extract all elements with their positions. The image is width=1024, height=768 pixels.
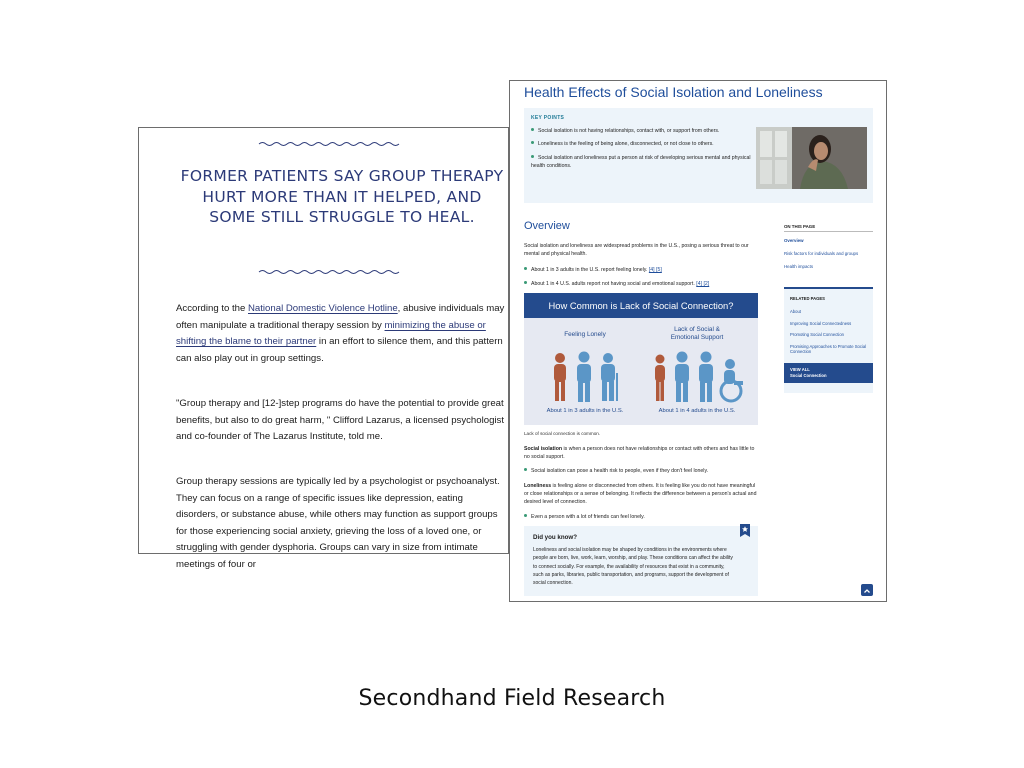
overview-bullet	[524, 266, 758, 274]
article-paragraph-quote: "Group therapy and [12-]step programs do have the potential to provide great benefits, but also to do great harm, " Clifford Lazarus, a licensed psychologist and co-founder of The Lazarus Institute, told me.	[176, 398, 504, 442]
key-point-text: Social isolation and loneliness put a person at risk of developing serious mental and physical health conditions.	[531, 155, 751, 169]
bullet-text: About 1 in 3 adults in the U.S. report feeling lonely.	[531, 267, 648, 273]
bookmark-star-icon	[740, 524, 750, 537]
overview-text: Social isolation and loneliness are widespread problems in the U.S., posing a serious threat to our mental and physical health.	[524, 243, 749, 257]
paragraph-text: in an effort to silence them, and this pattern can also play out in group settings.	[176, 336, 503, 364]
related-pages-label: RELATED PAGES	[790, 296, 825, 301]
bullet-text: Even a person with a lot of friends can feel lonely.	[531, 514, 645, 520]
feeling-lonely-label: Feeling Lonely	[564, 331, 606, 338]
lack-support-label-line: Lack of Social &	[674, 326, 720, 333]
loneliness-definition	[524, 482, 758, 506]
feeling-lonely-stat: About 1 in 3 adults in the U.S.	[546, 408, 624, 414]
back-to-top-button[interactable]	[861, 584, 873, 596]
toc-link-risk-factors[interactable]: Risk factors for individuals and groups	[784, 251, 859, 256]
bullet-text: Social isolation can pose a health risk to people, even if they don't feel lonely.	[531, 468, 709, 474]
infographic-caption: Lack of social connection is common.	[524, 431, 601, 436]
unsupported-people-icon	[652, 351, 748, 403]
chevron-up-icon	[861, 585, 873, 597]
cdc-page-screenshot-card	[509, 80, 887, 602]
view-all-label: VIEW ALL	[790, 367, 810, 372]
bullet-dot-icon	[531, 155, 534, 158]
view-all-sublabel: Social Connection	[790, 373, 827, 378]
key-points-box	[524, 108, 873, 203]
citation-link[interactable]: [4] [5]	[648, 267, 662, 273]
brand-caption: Secondhand Field Research	[358, 686, 666, 711]
paragraph-text: , abusive individuals may often manipulate a traditional therapy session by	[176, 303, 505, 331]
lack-support-stat: About 1 in 4 adults in the U.S.	[658, 408, 736, 414]
related-link-approaches[interactable]: Promising Approaches to Promote Social Connection	[790, 344, 867, 355]
related-link-promoting[interactable]: Promoting Social Connection	[790, 332, 845, 337]
infographic-title: How Common is Lack of Social Connection?	[524, 293, 758, 318]
page-title: Health Effects of Social Isolation and Loneliness	[524, 84, 823, 100]
article-paragraph-hotline	[176, 301, 506, 367]
key-point-text: Loneliness is the feeling of being alone, disconnected, or not close to others.	[538, 141, 714, 147]
isolation-definition	[524, 445, 758, 461]
hotline-link[interactable]: National Domestic Violence Hotline	[248, 303, 398, 314]
bullet-text: About 1 in 4 U.S. adults report not having social and emotional support.	[531, 281, 695, 287]
loneliness-bullet	[524, 513, 758, 521]
lonely-woman-photo	[756, 127, 867, 189]
did-you-know-box	[524, 526, 758, 596]
related-link-improving[interactable]: Improving Social Connectedness	[790, 321, 852, 326]
lack-support-label-line: Emotional Support	[670, 334, 724, 341]
bullet-dot-icon	[524, 281, 527, 284]
lack-support-label	[642, 326, 752, 342]
key-point-item	[531, 154, 753, 170]
on-this-page-label: ON THIS PAGE	[784, 224, 816, 229]
view-all-button[interactable]	[784, 363, 873, 383]
minimizing-abuse-link[interactable]: minimizing the abuse or shifting the blame to their partner	[176, 319, 486, 347]
related-link-about[interactable]: About	[790, 309, 801, 314]
key-point-item	[531, 127, 753, 135]
wavy-divider-top	[259, 140, 399, 148]
loneliness-definition-text: is feeling alone or disconnected from others. It is feeling like you do not have meaningful or close relationships or a sense of belonging. It reflects the difference between a person's actual and desired level of connection.	[524, 483, 757, 505]
overview-bullet	[524, 280, 758, 288]
toc-link-health-impacts[interactable]: Health impacts	[784, 264, 814, 269]
bullet-dot-icon	[524, 514, 527, 517]
toc-link-overview[interactable]: Overview	[784, 238, 804, 243]
loneliness-term: Loneliness	[524, 483, 552, 489]
did-you-know-title: Did you know?	[533, 534, 577, 541]
bullet-dot-icon	[524, 468, 527, 471]
citation-link[interactable]: [4] [2]	[696, 281, 710, 287]
key-points-label: KEY POINTS	[531, 115, 565, 121]
social-connection-infographic	[524, 293, 758, 425]
wavy-divider-bottom	[259, 268, 399, 276]
did-you-know-text: Loneliness and social isolation may be shaped by conditions in the environments where people are born, live, work, learn, worship, and play. These conditions can affect the ability to connect socially. For example, the availability of resources that exist in a community, such as parks, libraries, public transportation, and programs, support the development of social connection.	[533, 547, 733, 587]
article-headline: FORMER PATIENTS SAY GROUP THERAPY HURT MORE THAN IT HELPED, AND SOME STILL STRUGGLE TO HEAL.	[180, 167, 504, 226]
overview-heading: Overview	[524, 220, 570, 232]
paragraph-text: According to the	[176, 303, 248, 314]
toc-divider	[784, 231, 873, 232]
isolation-bullet	[524, 467, 758, 475]
lonely-people-icon	[550, 351, 622, 403]
isolation-term: Social isolation	[524, 446, 563, 452]
bullet-dot-icon	[531, 128, 534, 131]
isolation-definition-text: is when a person does not have relationships or contact with others and has little to no social support.	[524, 446, 755, 460]
key-point-text: Social isolation is not having relationships, contact with, or support from others.	[538, 128, 720, 134]
bullet-dot-icon	[524, 267, 527, 270]
key-point-item	[531, 140, 753, 148]
bullet-dot-icon	[531, 141, 534, 144]
article-screenshot-card	[138, 127, 509, 570]
article-paragraph-group-therapy: Group therapy sessions are typically led by a psychologist or psychoanalyst. They can focus on a range of specific issues like depression, eating disorders, or substance abuse, while others may function as support groups for those experiencing social anxiety, grieving the loss of a loved one, or struggling with gender dysphoria. Groups can vary in size from intimate meetings of four or	[176, 476, 500, 570]
